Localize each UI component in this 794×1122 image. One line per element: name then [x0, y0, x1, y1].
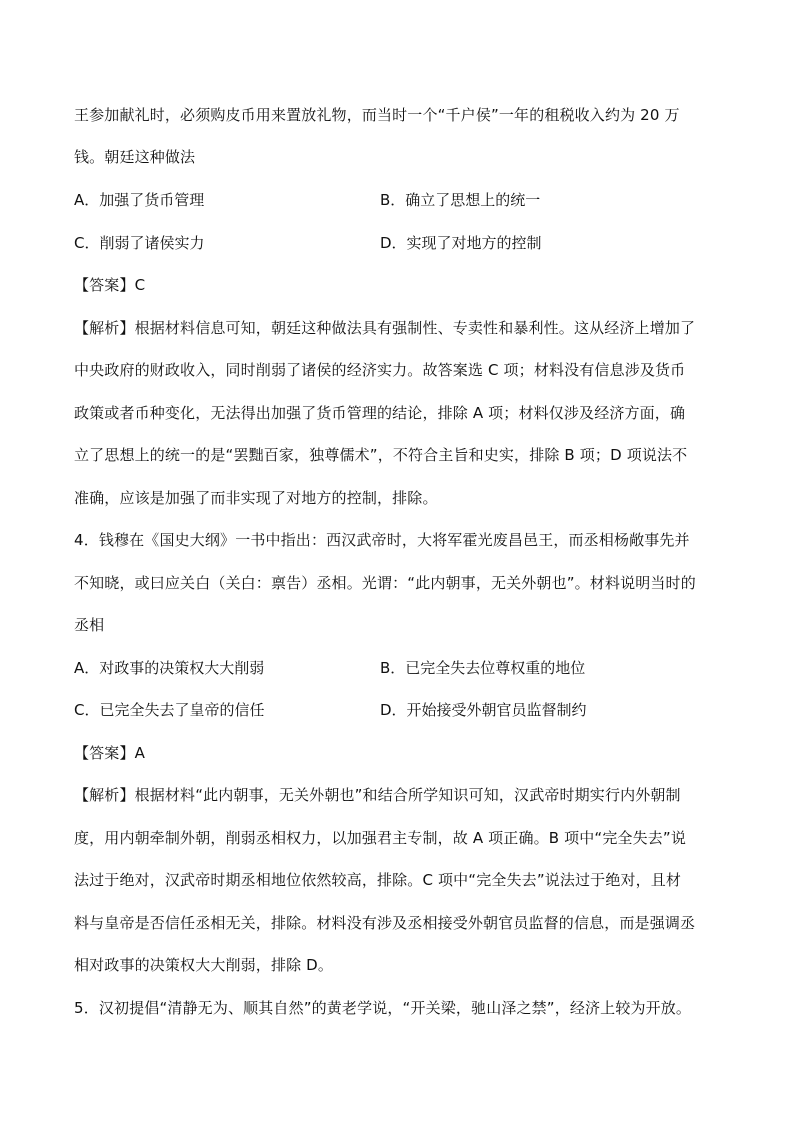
q3-options-row-1 — [74, 190, 730, 210]
q4-options-row-2 — [74, 700, 730, 720]
q3-analysis-line-2: 中央政府的财政收入，同时削弱了诸侯的经济实力。故答案选 C 项；材料没有信息涉及货币 — [74, 361, 686, 379]
q4-stem-line-1: 4．钱穆在《国史大纲》一书中指出：西汉武帝时，大将军霍光废昌邑王，而丞相杨敞事先并 — [74, 531, 690, 549]
q4-option-a: A．对政事的决策权大大削弱 — [74, 659, 265, 677]
q3-analysis-line-1: 【解析】根据材料信息可知，朝廷这种做法具有强制性、专卖性和暴利性。这从经济上增加了 — [74, 319, 696, 337]
q3-stem-line-1: 王参加献礼时，必须购皮币用来置放礼物，而当时一个“千户侯”一年的租税收入约为 20 万 — [74, 106, 680, 124]
q4-analysis-line-3: 法过于绝对，汉武帝时期丞相地位依然较高，排除。C 项中“完全失去”说法过于绝对，且材 — [74, 871, 682, 889]
q3-option-c: C．削弱了诸侯实力 — [74, 234, 205, 252]
q3-option-d: D．实现了对地方的控制 — [380, 234, 542, 252]
q4-option-b: B．已完全失去位尊权重的地位 — [380, 659, 586, 677]
q4-analysis-line-5: 相对政事的决策权大大削弱，排除 D。 — [74, 956, 334, 974]
q3-analysis-line-4: 立了思想上的统一的是“罢黜百家，独尊儒术”，不符合主旨和史实，排除 B 项；D 项说法不 — [74, 446, 688, 464]
q4-option-c: C．已完全失去了皇帝的信任 — [74, 701, 265, 719]
q4-stem-line-2: 不知晓，或曰应关白（关白：禀告）丞相。光谓：“此内朝事，无关外朝也”。材料说明当时的 — [74, 574, 696, 592]
q3-stem-line-2: 钱。朝廷这种做法 — [74, 148, 196, 166]
q4-analysis-line-4: 料与皇帝是否信任丞相无关，排除。材料没有涉及丞相接受外朝官员监督的信息，而是强调丞 — [74, 914, 696, 932]
q3-analysis-line-3: 政策或者币种变化，无法得出加强了货币管理的结论，排除 A 项；材料仅涉及经济方面，确 — [74, 404, 686, 422]
q4-answer: 【答案】A — [74, 744, 146, 762]
q3-options-row-2 — [74, 233, 730, 253]
q3-option-a: A．加强了货币管理 — [74, 191, 205, 209]
q5-stem-line-1: 5．汉初提倡“清静无为、顺其自然”的黄老学说，“开关梁，驰山泽之禁”，经济上较为开放。 — [74, 999, 692, 1017]
q3-analysis-line-5: 准确，应该是加强了而非实现了对地方的控制，排除。 — [74, 489, 438, 507]
q4-stem-line-3: 丞相 — [74, 616, 105, 634]
q4-options-row-1 — [74, 658, 730, 678]
q4-analysis-line-1: 【解析】根据材料“此内朝事，无关外朝也”和结合所学知识可知，汉武帝时期实行内外朝制 — [74, 786, 681, 804]
q4-analysis-line-2: 度，用内朝牵制外朝，削弱丞相权力，以加强君主专制，故 A 项正确。B 项中“完全失去”说 — [74, 829, 687, 847]
q3-option-b: B．确立了思想上的统一 — [380, 191, 541, 209]
q3-answer: 【答案】C — [74, 276, 146, 294]
q4-option-d: D．开始接受外朝官员监督制约 — [380, 701, 587, 719]
